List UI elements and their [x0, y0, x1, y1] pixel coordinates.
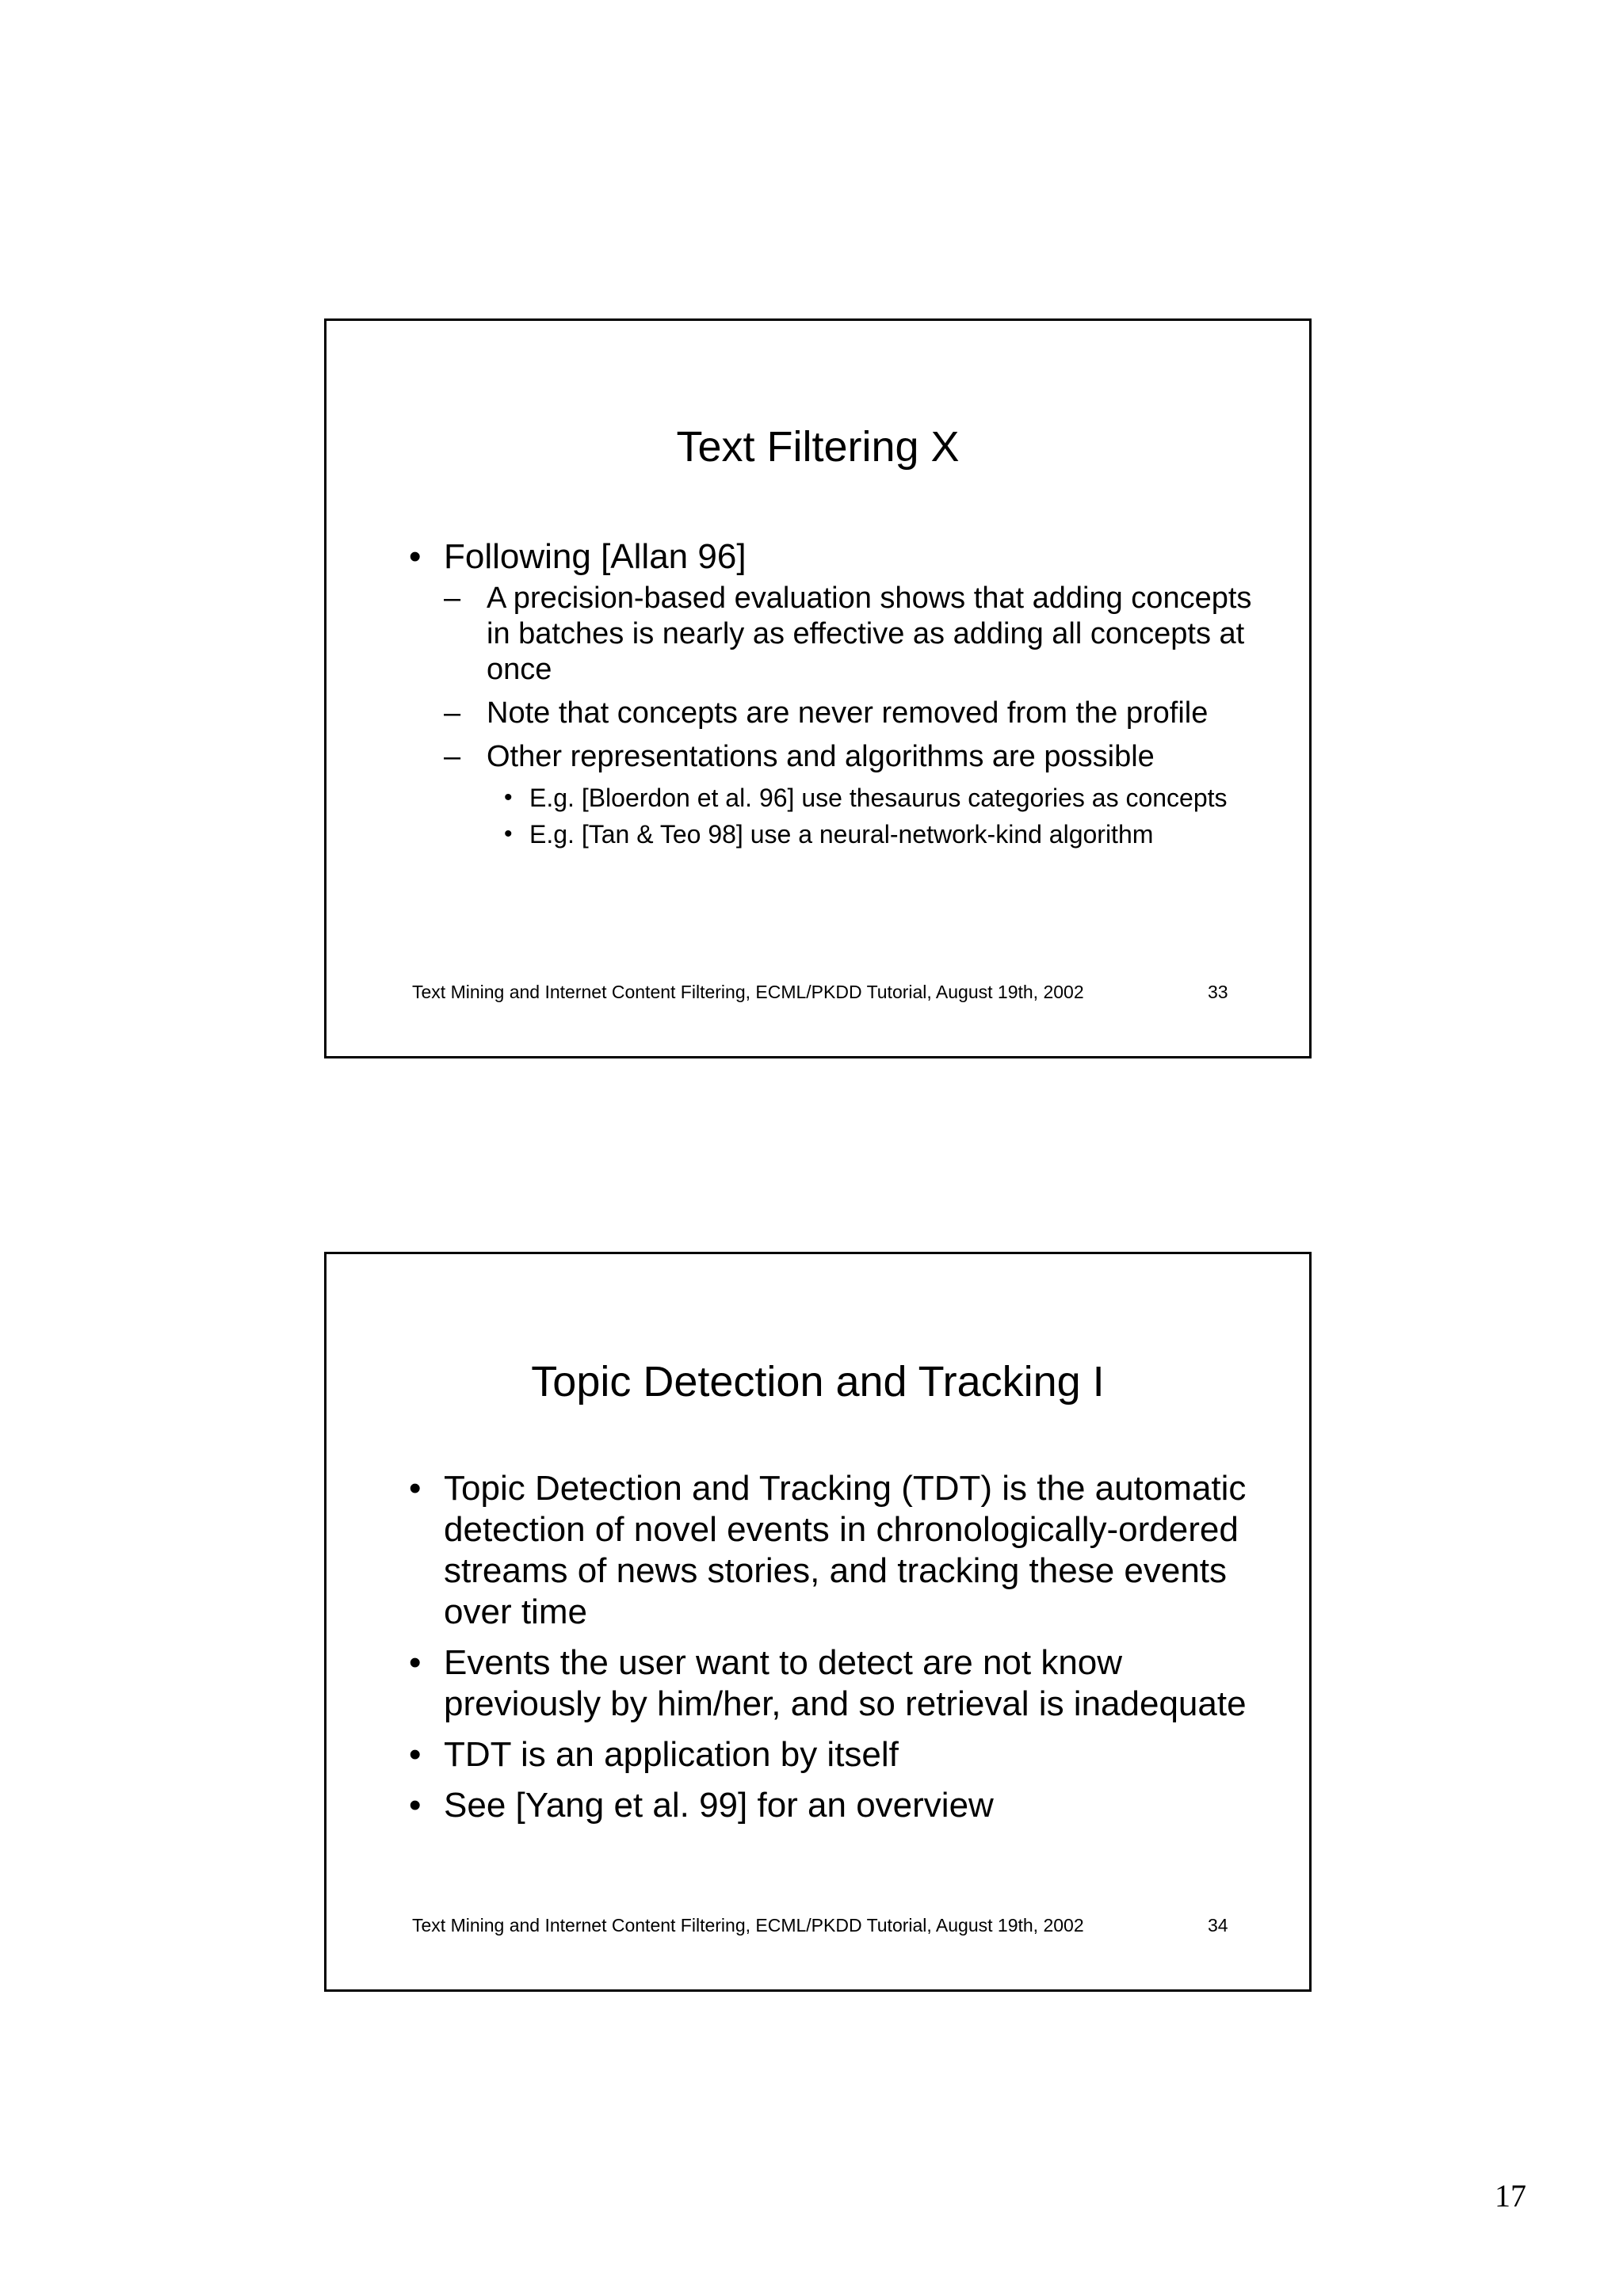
bullet-item	[409, 1642, 1277, 1725]
sub-sub-bullet-item	[409, 783, 1277, 813]
slide-33	[324, 318, 1312, 1058]
dash-marker: –	[444, 696, 461, 730]
slide-footer: Text Mining and Internet Content Filtering, ECML/PKDD Tutorial, August 19th, 2002	[412, 982, 1084, 1002]
bullet-marker: •	[409, 1643, 422, 1682]
bullet-marker: •	[504, 821, 513, 847]
slide-number: 33	[1208, 982, 1228, 1002]
bullet-item	[409, 1785, 1277, 1826]
bullet-text: Events the user want to detect are not know previously by him/her, and so retrieval is inadequate	[444, 1643, 1247, 1723]
bullet-marker: •	[504, 784, 513, 810]
bullet-item	[409, 1468, 1277, 1633]
bullet-text: Other representations and algorithms are possible	[487, 740, 1155, 773]
bullet-marker: •	[409, 537, 422, 576]
sub-bullet-item	[409, 581, 1277, 688]
bullet-item	[409, 536, 1277, 578]
bullet-item	[409, 1734, 1277, 1775]
slide-number: 34	[1208, 1915, 1228, 1936]
slide-content	[409, 1468, 1277, 1836]
bullet-marker: •	[409, 1469, 422, 1508]
bullet-text: Note that concepts are never removed from the profile	[487, 696, 1209, 730]
bullet-text: Topic Detection and Tracking (TDT) is the automatic detection of novel events in chronologically-ordered streams of news stories, and tracking these events over time	[444, 1469, 1247, 1631]
bullet-text: Following [Allan 96]	[444, 537, 747, 576]
slide-title: Topic Detection and Tracking I	[531, 1358, 1105, 1405]
bullet-text: See [Yang et al. 99] for an overview	[444, 1786, 994, 1825]
bullet-text: A precision-based evaluation shows that adding concepts in batches is nearly as effective as adding all concepts at once	[487, 582, 1252, 686]
slide-content	[409, 536, 1277, 856]
bullet-text: E.g. [Tan & Teo 98] use a neural-network-kind algorithm	[529, 820, 1154, 849]
slide-footer: Text Mining and Internet Content Filtering, ECML/PKDD Tutorial, August 19th, 2002	[412, 1915, 1084, 1936]
slide-34	[324, 1252, 1312, 1992]
bullet-text: TDT is an application by itself	[444, 1735, 899, 1774]
page-number: 17	[1495, 2178, 1526, 2214]
slide-title: Text Filtering X	[676, 423, 960, 471]
sub-sub-bullet-item	[409, 819, 1277, 849]
sub-bullet-item	[409, 696, 1277, 731]
sub-bullet-item	[409, 739, 1277, 775]
bullet-marker: •	[409, 1786, 422, 1825]
bullet-text: E.g. [Bloerdon et al. 96] use thesaurus categories as concepts	[529, 784, 1228, 812]
dash-marker: –	[444, 582, 461, 615]
bullet-marker: •	[409, 1735, 422, 1774]
dash-marker: –	[444, 740, 461, 773]
